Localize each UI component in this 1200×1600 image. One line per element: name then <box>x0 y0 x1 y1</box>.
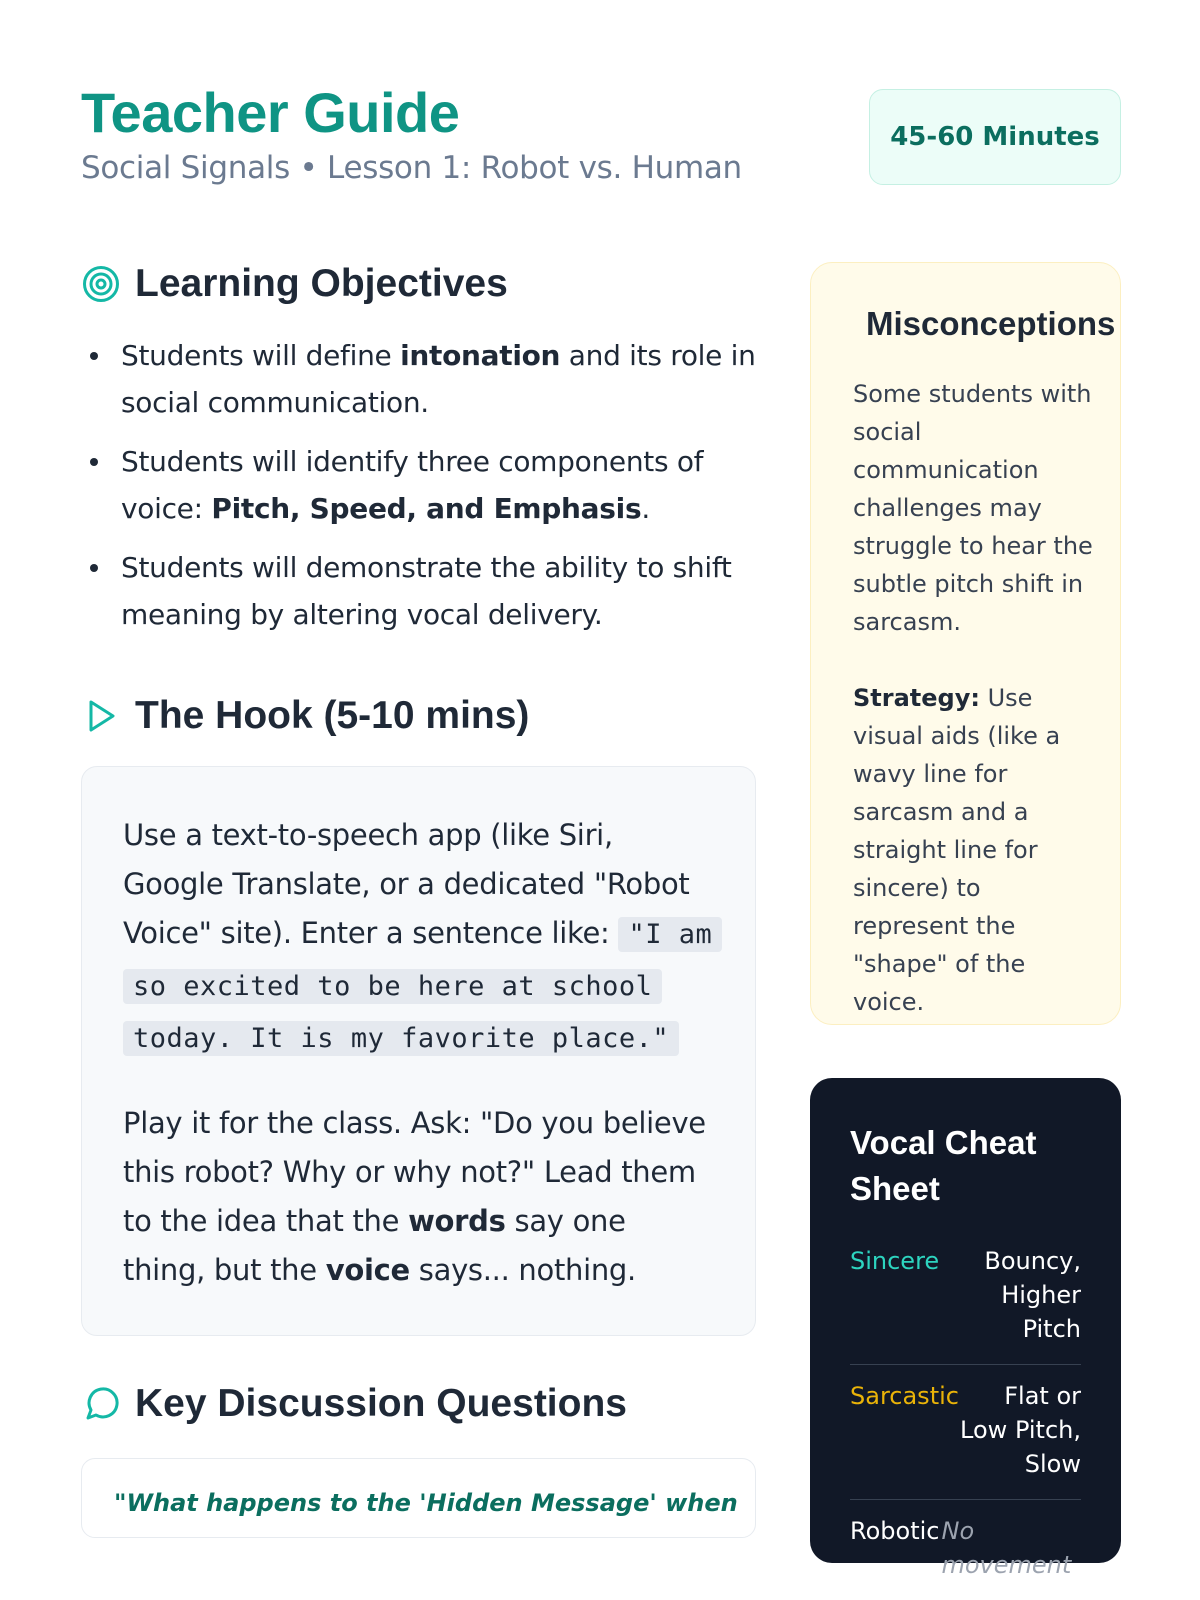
objectives-list <box>81 332 756 638</box>
page-title: Teacher Guide <box>81 81 460 144</box>
discussion-title: Key Discussion Questions <box>135 1382 627 1425</box>
cheat-row-sarcastic <box>850 1365 1081 1500</box>
list-item: Students will define intonation and its role in social communication. <box>81 332 756 426</box>
objectives-title: Learning Objectives <box>135 262 508 305</box>
cheat-row-sincere <box>850 1230 1081 1365</box>
misconceptions-body <box>853 375 1098 1021</box>
cheat-desc: No movement <box>941 1517 1072 1579</box>
hook-title: The Hook (5-10 mins) <box>135 694 530 737</box>
page-subtitle: Social Signals • Lesson 1: Robot vs. Human <box>81 150 742 186</box>
cheat-sheet-title: Vocal Cheat Sheet <box>850 1124 1037 1207</box>
objectives-heading <box>81 256 756 312</box>
cheat-desc: Bouncy, Higher Pitch <box>984 1247 1081 1343</box>
discussion-heading <box>81 1376 756 1432</box>
misconceptions-title: Misconceptions <box>866 305 1116 342</box>
discussion-question-card <box>81 1458 756 1538</box>
speech-bubble-icon <box>81 1384 121 1424</box>
play-icon <box>81 696 121 736</box>
vocal-cheat-sheet <box>810 1078 1121 1579</box>
duration-badge: 45-60 Minutes <box>869 89 1121 185</box>
misconceptions-card <box>810 262 1121 1025</box>
cheat-desc: Flat or Low Pitch, Slow <box>960 1382 1081 1478</box>
list-item: Students will demonstrate the ability to shift meaning by altering vocal delivery. <box>81 544 756 638</box>
cheat-label: Sincere <box>850 1247 940 1275</box>
hook-paragraph: Use a text-to-speech app (like Siri, Google Translate, or a dedicated "Robot Voice" site). Enter a sentence like: "I am so excited to be here at school today. It is my favorite place." <box>123 811 715 1065</box>
main-content <box>81 256 756 1538</box>
hook-heading <box>81 688 756 744</box>
cheat-label: Sarcastic <box>850 1382 959 1410</box>
misconceptions-text: Some students with social communication challenges may struggle to hear the subtle pitch shift in sarcasm. <box>853 380 1093 636</box>
strategy-text: Strategy: Use visual aids (like a wavy line for sarcasm and a straight line for sincere) to represent the "shape" of the voice. <box>853 684 1061 1016</box>
hook-card <box>81 766 756 1336</box>
cheat-label: Robotic <box>850 1517 940 1545</box>
list-item: Students will identify three components of voice: Pitch, Speed, and Emphasis. <box>81 438 756 532</box>
target-icon <box>81 264 121 304</box>
cheat-row-robotic <box>850 1500 1081 1600</box>
hook-paragraph: Play it for the class. Ask: "Do you believe this robot? Why or why not?" Lead them to the idea that the words say one thing, but the voice says... nothing. <box>123 1106 706 1287</box>
discussion-question: "What happens to the 'Hidden Message' when <box>114 1489 738 1517</box>
example-sentence-code: "I am so excited to be here at school today. It is my favorite place." <box>123 917 722 1056</box>
page-header <box>81 82 1121 192</box>
